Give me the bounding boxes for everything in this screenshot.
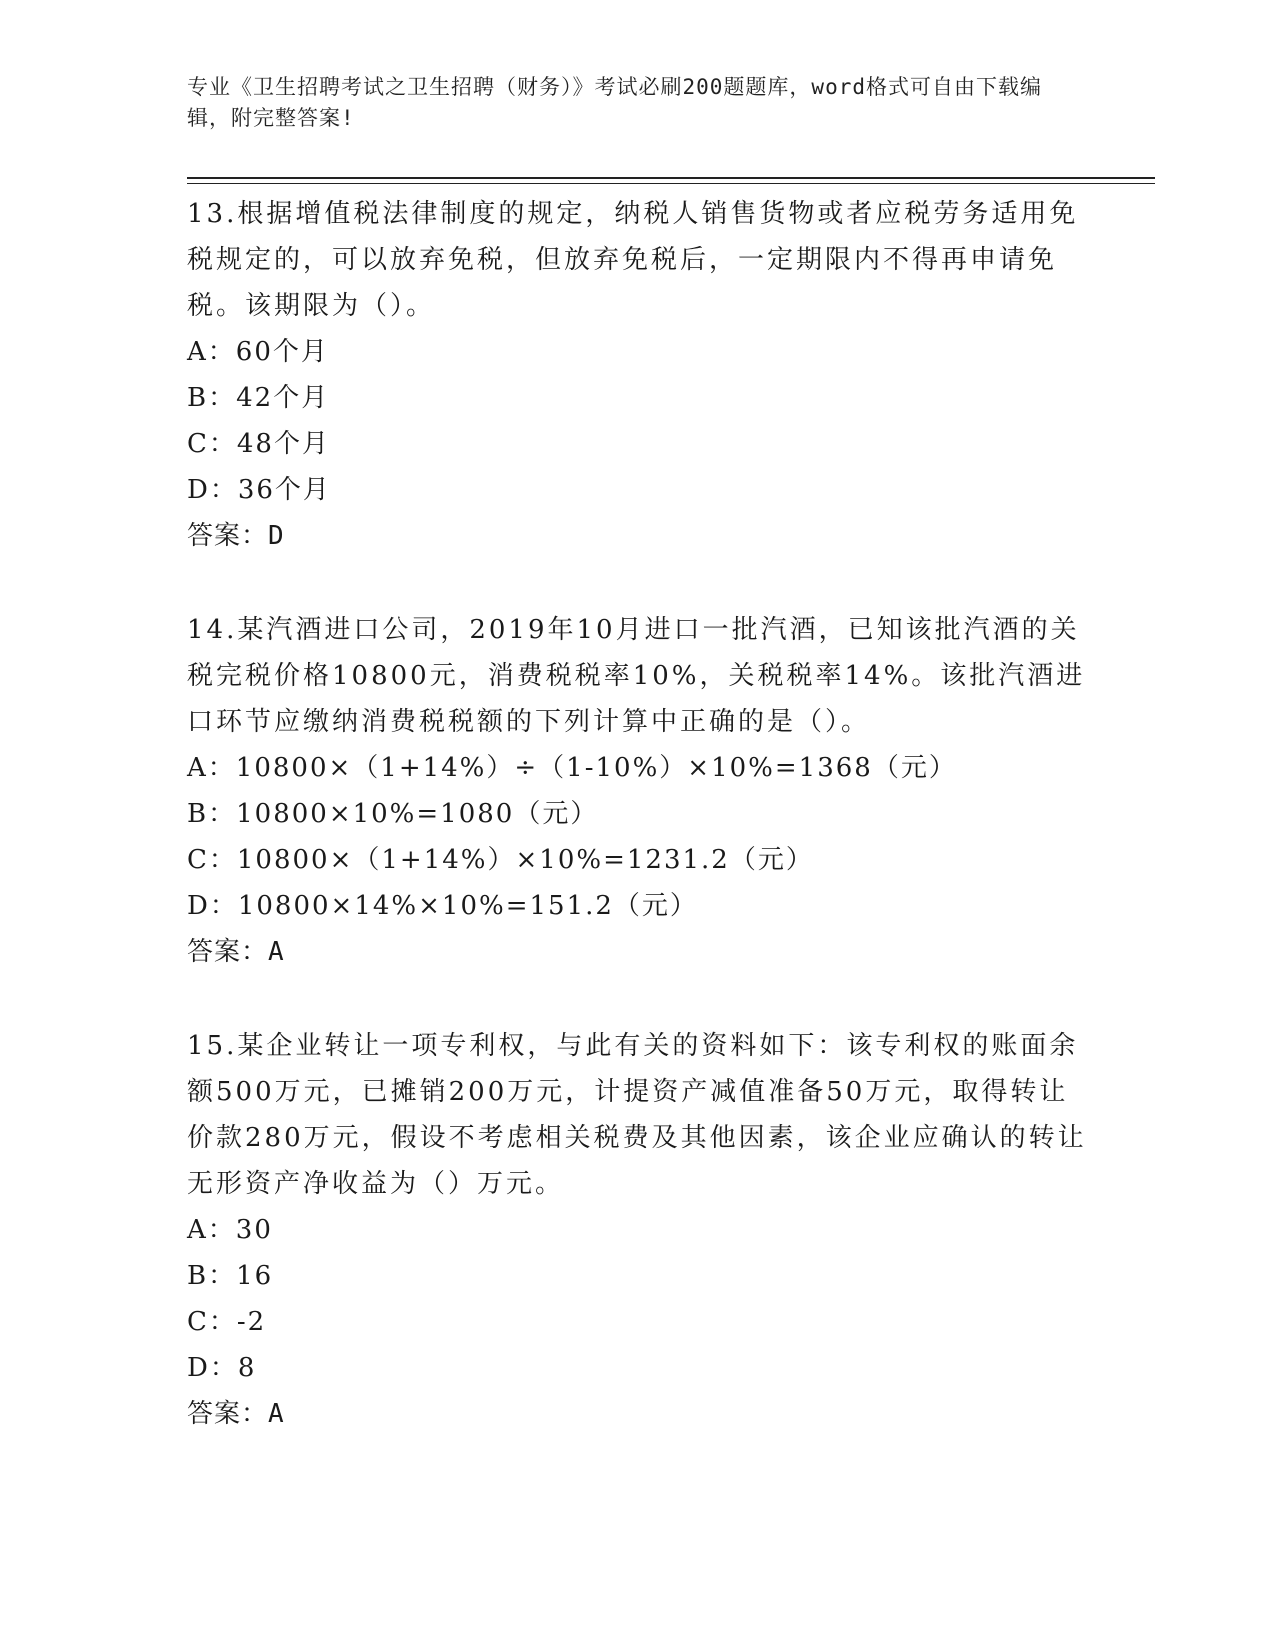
answer-line: 答案：A — [187, 1399, 285, 1429]
header-divider-thick — [187, 177, 1155, 179]
option-b: B：10800×10%=1080（元） — [187, 799, 599, 829]
option-c: C：48个月 — [187, 429, 330, 459]
question-stem: 14.某汽酒进口公司，2019年10月进口一批汽酒，已知该批汽酒的关税完税价格10800元，消费税税率10%，关税税率14%。该批汽酒进口环节应缴纳消费税税额的下列计算中正确的是（）。 — [187, 615, 1086, 737]
question-list — [187, 191, 1087, 1485]
option-b: B：42个月 — [187, 383, 330, 413]
option-d: D：36个月 — [187, 475, 331, 505]
option-a: A：10800×（1+14%）÷（1-10%）×10%=1368（元） — [187, 753, 957, 783]
option-d: D：10800×14%×10%=151.2（元） — [187, 891, 698, 921]
option-a: A：30 — [187, 1215, 273, 1245]
question-stem: 13.根据增值税法律制度的规定，纳税人销售货物或者应税劳务适用免税规定的，可以放弃免税，但放弃免税后，一定期限内不得再申请免税。该期限为（）。 — [187, 199, 1079, 321]
answer-line: 答案：A — [187, 937, 285, 967]
header-divider-thin — [187, 183, 1155, 184]
answer-line: 答案：D — [187, 521, 285, 551]
document-header: 专业《卫生招聘考试之卫生招聘（财务）》考试必刷200题题库，word格式可自由下载编辑，附完整答案! — [187, 75, 1042, 130]
option-a: A：60个月 — [187, 337, 329, 367]
question-stem: 15.某企业转让一项专利权，与此有关的资料如下：该专利权的账面余额500万元，已摊销200万元，计提资产减值准备50万元，取得转让价款280万元，假设不考虑相关税费及其他因素，该企业应确认的转让无形资产净收益为（）万元。 — [187, 1031, 1087, 1199]
question-15 — [187, 1023, 1087, 1437]
option-b: B：16 — [187, 1261, 274, 1291]
option-c: C：-2 — [187, 1307, 267, 1337]
question-14 — [187, 607, 1087, 975]
question-13 — [187, 191, 1087, 559]
option-d: D：8 — [187, 1353, 257, 1383]
option-c: C：10800×（1+14%）×10%=1231.2（元） — [187, 845, 814, 875]
